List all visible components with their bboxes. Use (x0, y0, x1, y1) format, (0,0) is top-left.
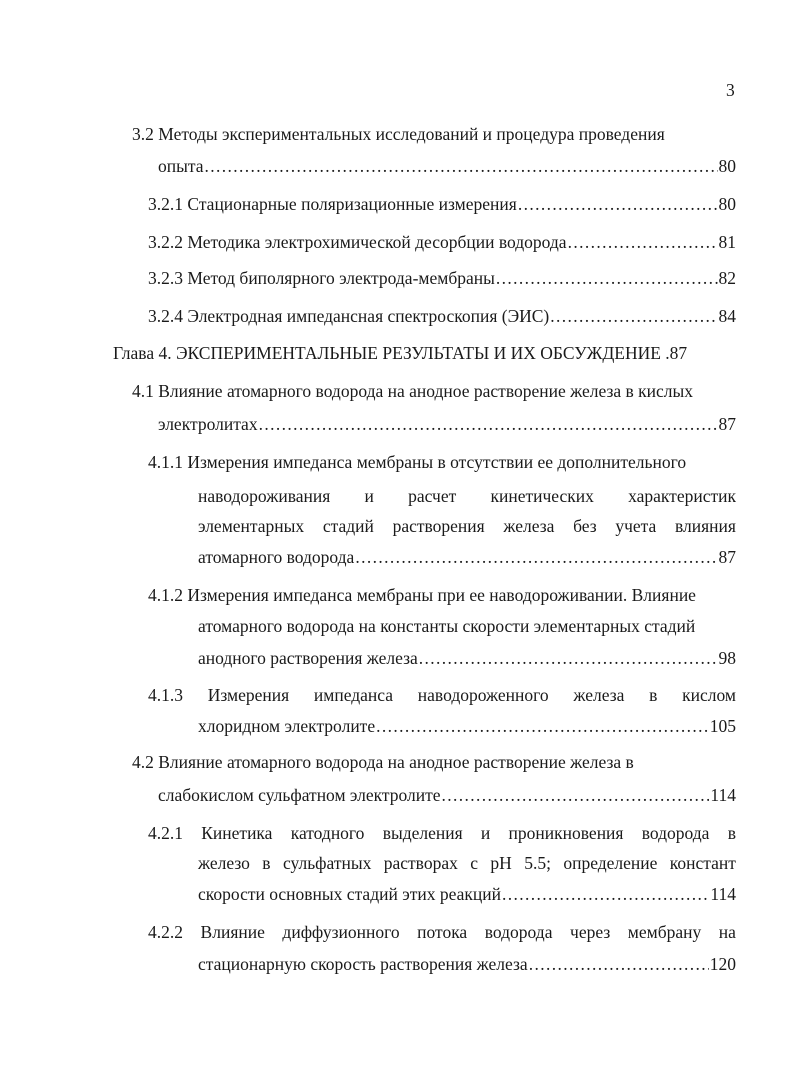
toc-entry-4-2 (158, 784, 736, 806)
toc-entry-text: опыта (158, 156, 204, 176)
toc-entry-4-1-1-line2 (198, 485, 736, 507)
toc-entry-text: слабокислом сульфатном электролите (158, 785, 441, 805)
word: мембрану (627, 922, 702, 942)
word: наводороживания (198, 486, 331, 506)
toc-entry-text: 3.2.2 Методика электрохимической десорбции водорода (148, 232, 567, 252)
word: железа (503, 516, 555, 536)
toc-entry-text: хлоридном электролите (198, 716, 376, 736)
toc-entry-4-2-1 (198, 883, 736, 905)
toc-entry-4-1-2-line1: 4.1.2 Измерения импеданса мембраны при ее наводороживании. Влияние (148, 585, 696, 605)
dot-leader (442, 784, 710, 806)
word: и (480, 823, 491, 843)
dot-leader (205, 155, 718, 177)
toc-page-number: 98 (718, 648, 736, 668)
word: 5.5; (524, 853, 551, 873)
word: стадий (322, 516, 374, 536)
word: 4.2.1 (148, 823, 183, 843)
toc-page-number: 81 (718, 232, 736, 252)
toc-page-number: 87 (718, 547, 736, 567)
word: водорода (484, 922, 553, 942)
toc-entry-4-2-line1: 4.2 Влияние атомарного водорода на анодное растворение железа в (132, 752, 634, 772)
word: учета (615, 516, 657, 536)
toc-entry-4-1-1-line3 (198, 515, 736, 537)
word: растворения (392, 516, 485, 536)
toc-entry-4-1-line1: 4.1 Влияние атомарного водорода на анодное растворение железа в кислых (132, 381, 694, 401)
dot-leader (550, 305, 717, 327)
toc-page-number: 114 (710, 884, 736, 904)
word: pH (490, 853, 512, 873)
toc-entry-text: скорости основных стадий этих реакций (198, 884, 501, 904)
toc-page-number: 80 (718, 194, 736, 214)
word: в (649, 685, 658, 705)
dot-leader (529, 953, 709, 975)
dot-leader (496, 267, 718, 289)
word: водорода (641, 823, 710, 843)
word: и (364, 486, 374, 506)
toc-entry-text: 3.2.4 Электродная импедансная спектроскопия (ЭИС) (148, 306, 550, 326)
toc-entry-3-2 (158, 155, 736, 177)
word: через (570, 922, 611, 942)
dot-leader (568, 231, 718, 253)
toc-entry-4-2-1-line2 (198, 852, 736, 874)
word: 4.2.2 (148, 922, 183, 942)
word: элементарных (198, 516, 305, 536)
word: расчет (408, 486, 457, 506)
word: потока (417, 922, 468, 942)
toc-entry-text: 3.2.1 Стационарные поляризационные измерения (148, 194, 517, 214)
page-number: 3 (726, 80, 735, 100)
word: влияния (675, 516, 736, 536)
toc-entry-4-1 (158, 413, 736, 435)
toc-entry-3-2-1 (148, 193, 736, 215)
toc-entry-text: анодного растворения железа (198, 648, 418, 668)
word: определение (563, 853, 658, 873)
toc-page-number: 114 (710, 785, 736, 805)
word: растворах (383, 853, 458, 873)
word: импеданса (313, 685, 394, 705)
word: характеристик (628, 486, 736, 506)
toc-entry-text: 3.2.3 Метод биполярного электрода-мембраны (148, 268, 495, 288)
word: проникновения (508, 823, 624, 843)
word: железа (573, 685, 625, 705)
dot-leader (518, 193, 718, 215)
toc-entry-4-1-2 (198, 647, 736, 669)
word: железо (198, 853, 250, 873)
toc-page-number: 120 (709, 954, 736, 974)
word: катодного (290, 823, 365, 843)
toc-entry-4-2-2 (198, 953, 736, 975)
word: Кинетика (201, 823, 273, 843)
toc-entry-4-1-2-line2: атомарного водорода на константы скорости элементарных стадий (198, 616, 696, 636)
toc-page-number: 80 (718, 156, 736, 176)
word: с (470, 853, 479, 873)
toc-entry-4-1-1-line1: 4.1.1 Измерения импеданса мембраны в отсутствии ее дополнительного (148, 452, 687, 472)
toc-entry-3-2-2 (148, 231, 736, 253)
word: наводороженного (417, 685, 549, 705)
word: кинетических (490, 486, 594, 506)
dot-leader (355, 546, 717, 568)
word: Влияние (200, 922, 265, 942)
toc-entry-4-1-1 (198, 546, 736, 568)
toc-entry-4-1-3-line1 (148, 684, 736, 706)
toc-page-number: 84 (718, 306, 736, 326)
toc-entry-text: атомарного водорода (198, 547, 355, 567)
toc-entry-4-2-2-line1 (148, 921, 736, 943)
toc-entry-3-2-line1: 3.2 Методы экспериментальных исследований и процедура проведения (132, 124, 665, 144)
toc-entry-3-2-3 (148, 267, 736, 289)
dot-leader (376, 715, 709, 737)
toc-entry-text: стационарную скорость растворения железа (198, 954, 528, 974)
toc-chapter-4: Глава 4. ЭКСПЕРИМЕНТАЛЬНЫЕ РЕЗУЛЬТАТЫ И ИХ ОБСУЖДЕНИЕ .87 (113, 343, 688, 363)
toc-page-number: 105 (709, 716, 736, 736)
toc-entry-text: электролитах (158, 414, 258, 434)
dot-leader (419, 647, 718, 669)
word: констант (669, 853, 736, 873)
toc-entry-3-2-4 (148, 305, 736, 327)
toc-page-number: 82 (718, 268, 736, 288)
dot-leader (502, 883, 709, 905)
word: без (573, 516, 597, 536)
word: 4.1.3 (148, 685, 183, 705)
word: Измерения (207, 685, 290, 705)
word: выделения (382, 823, 463, 843)
toc-entry-4-2-1-line1 (148, 822, 736, 844)
word: в (727, 823, 736, 843)
word: кислом (682, 685, 736, 705)
word: сульфатных (282, 853, 372, 873)
toc-page-number: 87 (718, 414, 736, 434)
word: диффузионного (282, 922, 400, 942)
toc-entry-4-1-3 (198, 715, 736, 737)
dot-leader (259, 413, 718, 435)
word: в (262, 853, 271, 873)
word: на (718, 922, 736, 942)
